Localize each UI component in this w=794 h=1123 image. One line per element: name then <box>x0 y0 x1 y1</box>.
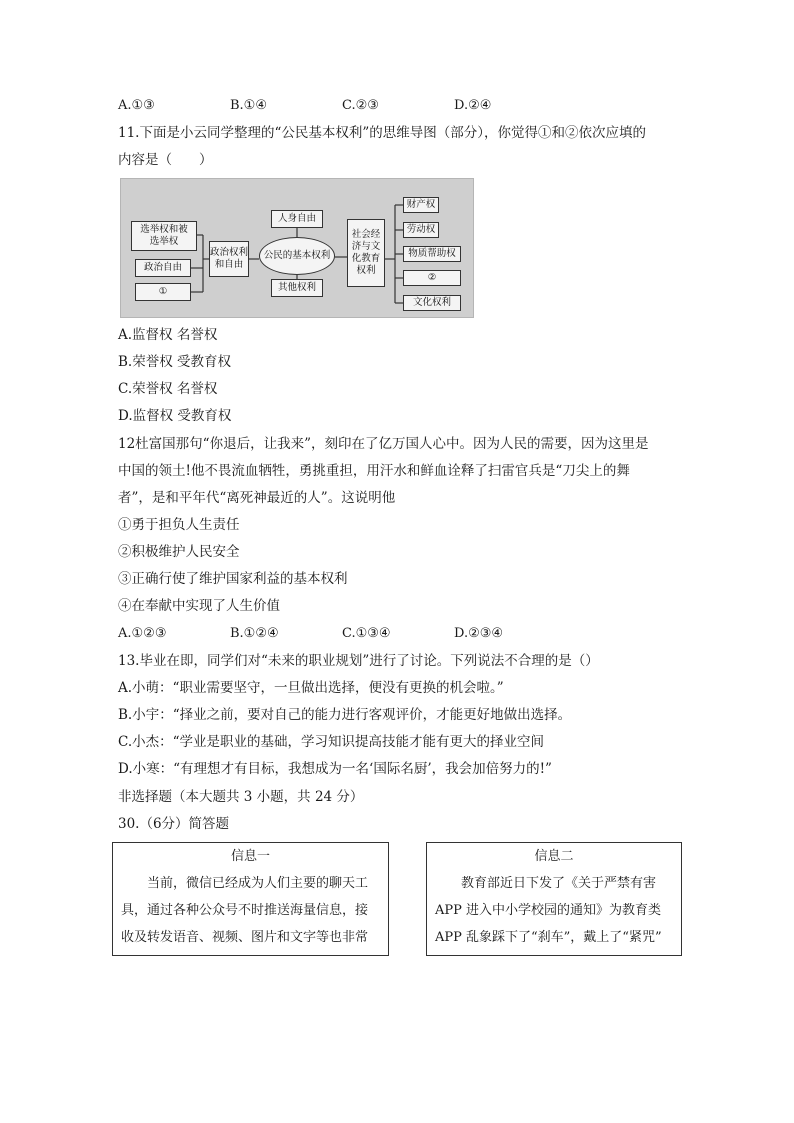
q11-option-a: A.监督权 名誉权 <box>118 327 218 343</box>
q13-stem: 13.毕业在即，同学们对“未来的职业规划”进行了讨论。下列说法不合理的是（） <box>118 653 599 669</box>
info-box-1 <box>112 842 389 956</box>
q10-option-b: B.①④ <box>230 98 267 113</box>
info-box-1-title: 信息一 <box>230 849 270 864</box>
info-box-2-line3: APP 乱象踩下了“刹车”，戴上了“紧咒” <box>435 930 662 945</box>
q10-option-d: D.②④ <box>454 98 492 113</box>
q12-option-a: A.①②③ <box>118 626 167 641</box>
q11-option-b: B.荣誉权 受教育权 <box>118 354 232 370</box>
q12-stem-line3: 者”，是和平年代“离死神最近的人”。这说明他 <box>118 490 396 506</box>
q13-option-b: B.小宇：“择业之前，要对自己的能力进行客观评价，才能更好地做出选择。 <box>118 707 572 723</box>
q10-option-a: A.①③ <box>118 98 155 113</box>
q11-stem-line1: 11.下面是小云同学整理的“公民基本权利”的思维导图（部分），你觉得①和②依次应填的 <box>118 125 647 141</box>
info-box-2-title: 信息二 <box>534 849 574 864</box>
mindmap-center: 公民的基本权利 <box>259 237 335 275</box>
mindmap-figure <box>120 178 474 318</box>
q12-option-d: D.②③④ <box>454 626 504 641</box>
q12-stem-line2: 中国的领土!他不畏流血牺牲，勇挑重担，用汗水和鲜血诠释了扫雷官兵是“刀尖上的舞 <box>118 463 630 479</box>
mindmap-material-aid-right: 物质帮助权 <box>403 246 461 262</box>
mindmap-socioeconomic-rights: 社会经济与文化教育权利 <box>347 219 385 287</box>
mindmap-item-election-right: 选举权和被选举权 <box>131 221 197 251</box>
q12-statement-4: ④在奉献中实现了人生价值 <box>118 598 280 614</box>
mindmap-other-rights: 其他权利 <box>271 279 323 297</box>
info-box-1-line2: 具，通过各种公众号不时推送海量信息，接 <box>121 903 369 918</box>
q12-option-c: C.①③④ <box>342 626 391 641</box>
mindmap-blank-2: ② <box>403 270 461 286</box>
q10-option-c: C.②③ <box>342 98 379 113</box>
q12-stem-line1: 12杜富国那句“你退后，让我来”，刻印在了亿万国人心中。因为人民的需要，因为这里是 <box>118 436 649 452</box>
q12-statement-1: ①勇于担负人生责任 <box>118 517 240 533</box>
info-box-2-line2: APP 进入中小学校园的通知》为教育类 <box>435 903 662 918</box>
info-box-2 <box>426 842 682 956</box>
mindmap-blank-1: ① <box>135 283 191 301</box>
mindmap-personal-freedom: 人身自由 <box>271 210 323 228</box>
q12-statement-2: ②积极维护人民安全 <box>118 544 240 560</box>
q11-option-d: D.监督权 受教育权 <box>118 408 232 424</box>
q30-title: 30.（6分）简答题 <box>118 816 230 832</box>
section-title: 非选择题（本大题共 3 小题，共 24 分） <box>118 789 364 805</box>
mindmap-political-rights: 政治权利和自由 <box>209 241 249 277</box>
q13-option-d: D.小寒：“有理想才有目标，我想成为一名‘国际名厨’，我会加倍努力的!” <box>118 761 552 777</box>
mindmap-item-political-freedom: 政治自由 <box>135 259 191 277</box>
q13-option-a: A.小萌：“职业需要坚守，一旦做出选择，便没有更换的机会啦。” <box>118 680 504 696</box>
info-box-1-line1: 当前，微信已经成为人们主要的聊天工 <box>121 876 369 891</box>
mindmap-property-right: 财产权 <box>403 197 439 213</box>
info-box-2-line1: 教育部近日下发了《关于严禁有害 <box>435 876 657 891</box>
info-box-1-line3: 收及转发语音、视频、图片和文字等也非常 <box>121 930 369 945</box>
mindmap-labor-right: 劳动权 <box>403 222 439 238</box>
mindmap-cultural-rights: 文化权利 <box>403 295 461 311</box>
q11-option-c: C.荣誉权 名誉权 <box>118 381 218 397</box>
q13-option-c: C.小杰：“学业是职业的基础，学习知识提高技能才能有更大的择业空间 <box>118 734 545 750</box>
q11-stem-line2: 内容是（ ） <box>118 152 213 168</box>
q12-option-b: B.①②④ <box>230 626 279 641</box>
q12-statement-3: ③正确行使了维护国家利益的基本权利 <box>118 571 348 587</box>
